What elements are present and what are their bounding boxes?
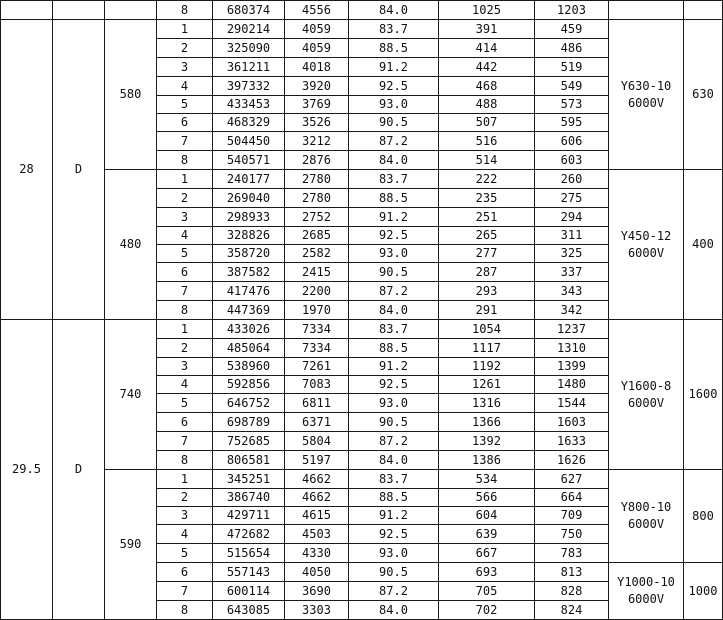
head-value: 3769 [285, 96, 349, 114]
motor-power-value: 311 [535, 227, 609, 245]
efficiency-value: 93.0 [349, 245, 439, 263]
blank-cell [609, 1, 684, 20]
row-seq: 8 [157, 1, 213, 20]
motor-power-value: 573 [535, 96, 609, 114]
efficiency-value: 88.5 [349, 39, 439, 58]
row-seq: 3 [157, 208, 213, 227]
shaft-power-value: 1117 [439, 339, 535, 358]
motor-power-value: 1626 [535, 451, 609, 470]
motor-power-value: 1633 [535, 432, 609, 451]
row-seq: 4 [157, 227, 213, 245]
row-seq: 3 [157, 507, 213, 525]
flow-value: 386740 [213, 489, 285, 507]
efficiency-value: 93.0 [349, 544, 439, 563]
shaft-power-value: 534 [439, 470, 535, 489]
table-row [1, 170, 723, 189]
motor-power-value: 828 [535, 582, 609, 601]
motor-power-value: 1237 [535, 320, 609, 339]
row-seq: 6 [157, 563, 213, 582]
row-seq: 2 [157, 489, 213, 507]
row-seq: 5 [157, 96, 213, 114]
head-value: 2752 [285, 208, 349, 227]
efficiency-value: 87.2 [349, 432, 439, 451]
flow-value: 752685 [213, 432, 285, 451]
motor-power-value: 813 [535, 563, 609, 582]
head-value: 4018 [285, 58, 349, 77]
row-seq: 4 [157, 525, 213, 544]
motor-model-cell [609, 20, 684, 170]
row-seq: 4 [157, 77, 213, 96]
flow-value: 472682 [213, 525, 285, 544]
efficiency-value: 93.0 [349, 96, 439, 114]
shaft-power-value: 293 [439, 282, 535, 301]
row-seq: 3 [157, 358, 213, 376]
head-value: 3920 [285, 77, 349, 96]
efficiency-value: 83.7 [349, 470, 439, 489]
flow-value: 485064 [213, 339, 285, 358]
motor-power-value: 606 [535, 132, 609, 151]
shaft-power-value: 414 [439, 39, 535, 58]
row-seq: 8 [157, 451, 213, 470]
table-row [1, 20, 723, 39]
motor-voltage: 6000V [627, 395, 665, 410]
motor-power-value: 486 [535, 39, 609, 58]
head-value: 2415 [285, 263, 349, 282]
blank-cell [105, 1, 157, 20]
motor-power-value: 750 [535, 525, 609, 544]
motor-power-value: 1203 [535, 1, 609, 20]
motor-voltage: 6000V [627, 592, 665, 606]
flow-value: 328826 [213, 227, 285, 245]
table-row [1, 320, 723, 339]
row-seq: 6 [157, 263, 213, 282]
head-value: 1970 [285, 301, 349, 320]
motor-power-value: 595 [535, 114, 609, 132]
head-value: 4556 [285, 1, 349, 20]
row-seq: 8 [157, 151, 213, 170]
motor-model: Y450-12 [620, 228, 672, 243]
motor-power-value: 459 [535, 20, 609, 39]
efficiency-value: 84.0 [349, 301, 439, 320]
row-seq: 7 [157, 132, 213, 151]
pump-type-cell: D [53, 320, 105, 620]
motor-power-value: 325 [535, 245, 609, 263]
head-value: 5197 [285, 451, 349, 470]
flow-value: 433026 [213, 320, 285, 339]
flow-value: 538960 [213, 358, 285, 376]
shaft-power-value: 693 [439, 563, 535, 582]
motor-power-cell: 1600 [684, 320, 723, 470]
efficiency-value: 83.7 [349, 170, 439, 189]
flow-value: 240177 [213, 170, 285, 189]
flow-value: 515654 [213, 544, 285, 563]
head-value: 3526 [285, 114, 349, 132]
efficiency-value: 84.0 [349, 151, 439, 170]
efficiency-value: 92.5 [349, 227, 439, 245]
speed-cell: 480 [105, 170, 157, 320]
flow-value: 806581 [213, 451, 285, 470]
flow-value: 361211 [213, 58, 285, 77]
shaft-power-value: 507 [439, 114, 535, 132]
shaft-power-value: 488 [439, 96, 535, 114]
head-value: 4503 [285, 525, 349, 544]
motor-power-cell: 400 [684, 170, 723, 320]
shaft-power-value: 442 [439, 58, 535, 77]
shaft-power-value: 291 [439, 301, 535, 320]
row-seq: 7 [157, 432, 213, 451]
flow-value: 646752 [213, 394, 285, 413]
motor-model-cell [609, 320, 684, 470]
flow-value: 345251 [213, 470, 285, 489]
efficiency-value: 91.2 [349, 58, 439, 77]
row-seq: 4 [157, 376, 213, 394]
row-seq: 7 [157, 582, 213, 601]
head-value: 4615 [285, 507, 349, 525]
flow-value: 447369 [213, 301, 285, 320]
flow-value: 397332 [213, 77, 285, 96]
head-value: 5804 [285, 432, 349, 451]
row-seq: 2 [157, 189, 213, 208]
efficiency-value: 92.5 [349, 376, 439, 394]
row-seq: 1 [157, 320, 213, 339]
motor-power-value: 709 [535, 507, 609, 525]
shaft-power-value: 702 [439, 601, 535, 620]
efficiency-value: 90.5 [349, 114, 439, 132]
flow-value: 429711 [213, 507, 285, 525]
shaft-power-value: 1366 [439, 413, 535, 432]
motor-voltage: 6000V [627, 517, 665, 531]
shaft-power-value: 1025 [439, 1, 535, 20]
head-value: 2200 [285, 282, 349, 301]
head-value: 4059 [285, 20, 349, 39]
shaft-power-value: 277 [439, 245, 535, 263]
motor-power-cell: 1000 [684, 563, 723, 620]
motor-model-cell [609, 470, 684, 563]
pump-type-cell: D [53, 20, 105, 320]
efficiency-value: 87.2 [349, 582, 439, 601]
blank-cell [684, 1, 723, 20]
row-seq: 6 [157, 413, 213, 432]
head-cell: 28 [1, 20, 53, 320]
motor-voltage: 6000V [627, 95, 665, 110]
head-value: 7334 [285, 320, 349, 339]
shaft-power-value: 391 [439, 20, 535, 39]
shaft-power-value: 514 [439, 151, 535, 170]
head-value: 6371 [285, 413, 349, 432]
row-seq: 5 [157, 394, 213, 413]
motor-power-value: 1544 [535, 394, 609, 413]
flow-value: 540571 [213, 151, 285, 170]
efficiency-value: 83.7 [349, 320, 439, 339]
row-seq: 1 [157, 170, 213, 189]
row-seq: 8 [157, 301, 213, 320]
head-value: 2780 [285, 170, 349, 189]
flow-value: 698789 [213, 413, 285, 432]
shaft-power-value: 287 [439, 263, 535, 282]
blank-cell [53, 1, 105, 20]
efficiency-value: 91.2 [349, 358, 439, 376]
efficiency-value: 90.5 [349, 563, 439, 582]
motor-power-value: 343 [535, 282, 609, 301]
head-cell: 29.5 [1, 320, 53, 620]
table-row [1, 470, 723, 489]
row-seq: 3 [157, 58, 213, 77]
row-seq: 6 [157, 114, 213, 132]
head-value: 7261 [285, 358, 349, 376]
motor-power-value: 294 [535, 208, 609, 227]
efficiency-value: 90.5 [349, 413, 439, 432]
motor-model: Y630-10 [620, 78, 672, 93]
speed-cell: 740 [105, 320, 157, 470]
motor-model: Y1000-10 [617, 575, 675, 589]
head-value: 2685 [285, 227, 349, 245]
motor-power-cell: 630 [684, 20, 723, 170]
motor-power-cell: 800 [684, 470, 723, 563]
head-value: 4662 [285, 489, 349, 507]
efficiency-value: 84.0 [349, 451, 439, 470]
row-seq: 1 [157, 470, 213, 489]
head-value: 4059 [285, 39, 349, 58]
head-value: 3212 [285, 132, 349, 151]
flow-value: 643085 [213, 601, 285, 620]
shaft-power-value: 265 [439, 227, 535, 245]
motor-power-value: 260 [535, 170, 609, 189]
motor-power-value: 627 [535, 470, 609, 489]
flow-value: 504450 [213, 132, 285, 151]
motor-power-value: 1310 [535, 339, 609, 358]
motor-power-value: 519 [535, 58, 609, 77]
head-value: 2876 [285, 151, 349, 170]
flow-value: 290214 [213, 20, 285, 39]
motor-voltage: 6000V [627, 245, 665, 260]
efficiency-value: 92.5 [349, 525, 439, 544]
efficiency-value: 88.5 [349, 339, 439, 358]
row-seq: 5 [157, 245, 213, 263]
head-value: 4050 [285, 563, 349, 582]
motor-power-value: 549 [535, 77, 609, 96]
shaft-power-value: 222 [439, 170, 535, 189]
efficiency-value: 91.2 [349, 507, 439, 525]
table-row [1, 1, 723, 20]
efficiency-value: 93.0 [349, 394, 439, 413]
motor-power-value: 783 [535, 544, 609, 563]
motor-power-value: 1399 [535, 358, 609, 376]
efficiency-value: 87.2 [349, 282, 439, 301]
head-value: 3303 [285, 601, 349, 620]
blank-cell [1, 1, 53, 20]
shaft-power-value: 468 [439, 77, 535, 96]
flow-value: 417476 [213, 282, 285, 301]
shaft-power-value: 1261 [439, 376, 535, 394]
motor-power-value: 1603 [535, 413, 609, 432]
shaft-power-value: 705 [439, 582, 535, 601]
shaft-power-value: 251 [439, 208, 535, 227]
motor-power-value: 275 [535, 189, 609, 208]
head-value: 4662 [285, 470, 349, 489]
head-value: 6811 [285, 394, 349, 413]
motor-power-value: 337 [535, 263, 609, 282]
motor-model: Y1600-8 [620, 378, 672, 393]
row-seq: 2 [157, 39, 213, 58]
head-value: 2582 [285, 245, 349, 263]
efficiency-value: 88.5 [349, 489, 439, 507]
motor-model: Y800-10 [620, 500, 672, 514]
shaft-power-value: 604 [439, 507, 535, 525]
head-value: 4330 [285, 544, 349, 563]
flow-value: 298933 [213, 208, 285, 227]
flow-value: 557143 [213, 563, 285, 582]
flow-value: 269040 [213, 189, 285, 208]
efficiency-value: 92.5 [349, 77, 439, 96]
efficiency-value: 84.0 [349, 601, 439, 620]
flow-value: 600114 [213, 582, 285, 601]
head-value: 7083 [285, 376, 349, 394]
motor-power-value: 824 [535, 601, 609, 620]
motor-model-cell [609, 170, 684, 320]
row-seq: 1 [157, 20, 213, 39]
shaft-power-value: 1192 [439, 358, 535, 376]
shaft-power-value: 667 [439, 544, 535, 563]
flow-value: 433453 [213, 96, 285, 114]
flow-value: 387582 [213, 263, 285, 282]
speed-cell: 590 [105, 470, 157, 620]
row-seq: 2 [157, 339, 213, 358]
efficiency-value: 88.5 [349, 189, 439, 208]
motor-power-value: 603 [535, 151, 609, 170]
row-seq: 7 [157, 282, 213, 301]
row-seq: 5 [157, 544, 213, 563]
shaft-power-value: 1316 [439, 394, 535, 413]
motor-model-cell [609, 563, 684, 620]
motor-power-value: 664 [535, 489, 609, 507]
efficiency-value: 87.2 [349, 132, 439, 151]
motor-power-value: 342 [535, 301, 609, 320]
shaft-power-value: 516 [439, 132, 535, 151]
efficiency-value: 91.2 [349, 208, 439, 227]
flow-value: 468329 [213, 114, 285, 132]
flow-value: 325090 [213, 39, 285, 58]
efficiency-value: 84.0 [349, 1, 439, 20]
head-value: 2780 [285, 189, 349, 208]
flow-value: 680374 [213, 1, 285, 20]
shaft-power-value: 1386 [439, 451, 535, 470]
efficiency-value: 90.5 [349, 263, 439, 282]
shaft-power-value: 566 [439, 489, 535, 507]
shaft-power-value: 1392 [439, 432, 535, 451]
head-value: 3690 [285, 582, 349, 601]
flow-value: 592856 [213, 376, 285, 394]
flow-value: 358720 [213, 245, 285, 263]
shaft-power-value: 1054 [439, 320, 535, 339]
head-value: 7334 [285, 339, 349, 358]
row-seq: 8 [157, 601, 213, 620]
speed-cell: 580 [105, 20, 157, 170]
shaft-power-value: 639 [439, 525, 535, 544]
shaft-power-value: 235 [439, 189, 535, 208]
motor-power-value: 1480 [535, 376, 609, 394]
efficiency-value: 83.7 [349, 20, 439, 39]
